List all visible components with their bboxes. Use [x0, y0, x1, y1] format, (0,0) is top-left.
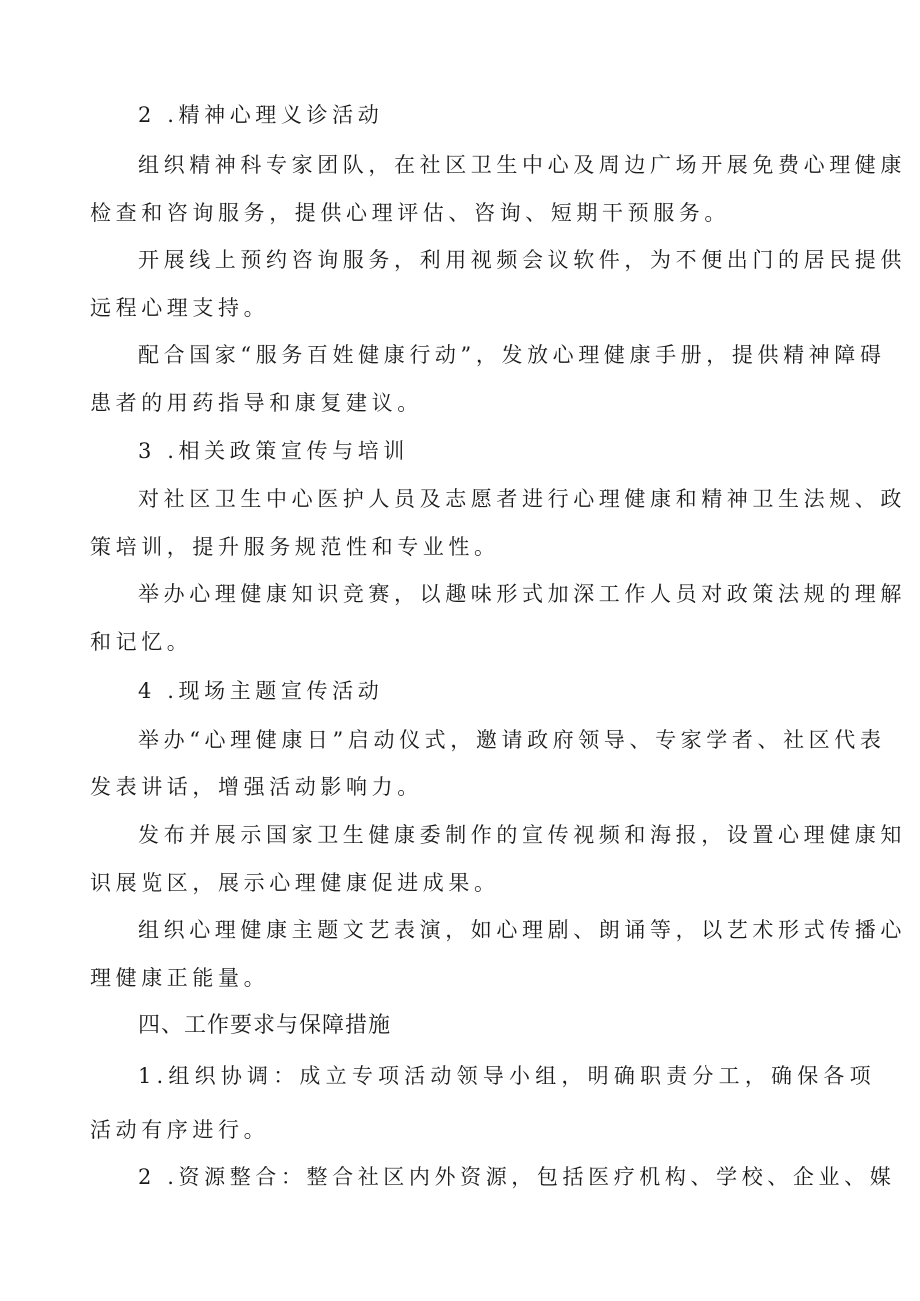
section-title-3: 3 .相关政策宣传与培训 — [138, 439, 409, 463]
paragraph-line: 检查和咨询服务，提供心理评估、咨询、短期干预服务。 — [90, 201, 730, 225]
paragraph-line: 配合国家“服务百姓健康行动”，发放心理健康手册，提供精神障碍 — [138, 343, 886, 367]
paragraph-line: 组织心理健康主题文艺表演，如心理剧、朗诵等，以艺术形式传播心 — [138, 918, 906, 942]
paragraph-line: 2 .资源整合：整合社区内外资源，包括医疗机构、学校、企业、媒 — [138, 1165, 896, 1189]
paragraph-line: 理健康正能量。 — [90, 966, 270, 990]
paragraph-line: 远程心理支持。 — [90, 296, 270, 320]
paragraph-line: 组织精神科专家团队，在社区卫生中心及周边广场开展免费心理健康 — [138, 153, 906, 177]
paragraph-line: 举办“心理健康日”启动仪式，邀请政府领导、专家学者、社区代表 — [138, 728, 886, 752]
paragraph-line: 策培训，提升服务规范性和专业性。 — [90, 535, 500, 559]
paragraph-line: 对社区卫生中心医护人员及志愿者进行心理健康和精神卫生法规、政 — [138, 487, 906, 511]
chapter-heading: 四、工作要求与保障措施 — [138, 1013, 392, 1038]
paragraph-line: 活动有序进行。 — [90, 1118, 270, 1142]
paragraph-line: 开展线上预约咨询服务，利用视频会议软件，为不便出门的居民提供 — [138, 248, 906, 272]
paragraph-line: 和记忆。 — [90, 630, 193, 654]
paragraph-line: 发布并展示国家卫生健康委制作的宣传视频和海报，设置心理健康知 — [138, 823, 906, 847]
paragraph-line: 识展览区，展示心理健康促进成果。 — [90, 871, 500, 895]
paragraph-line: 举办心理健康知识竞赛，以趣味形式加深工作人员对政策法规的理解 — [138, 582, 906, 606]
paragraph-line: 患者的用药指导和康复建议。 — [90, 391, 423, 415]
section-title-2: 2 .精神心理义诊活动 — [138, 103, 384, 127]
section-title-4: 4 .现场主题宣传活动 — [138, 679, 384, 703]
paragraph-line: 发表讲话，增强活动影响力。 — [90, 775, 423, 799]
paragraph-line: 1.组织协调：成立专项活动领导小组，明确职责分工，确保各项 — [138, 1064, 876, 1088]
